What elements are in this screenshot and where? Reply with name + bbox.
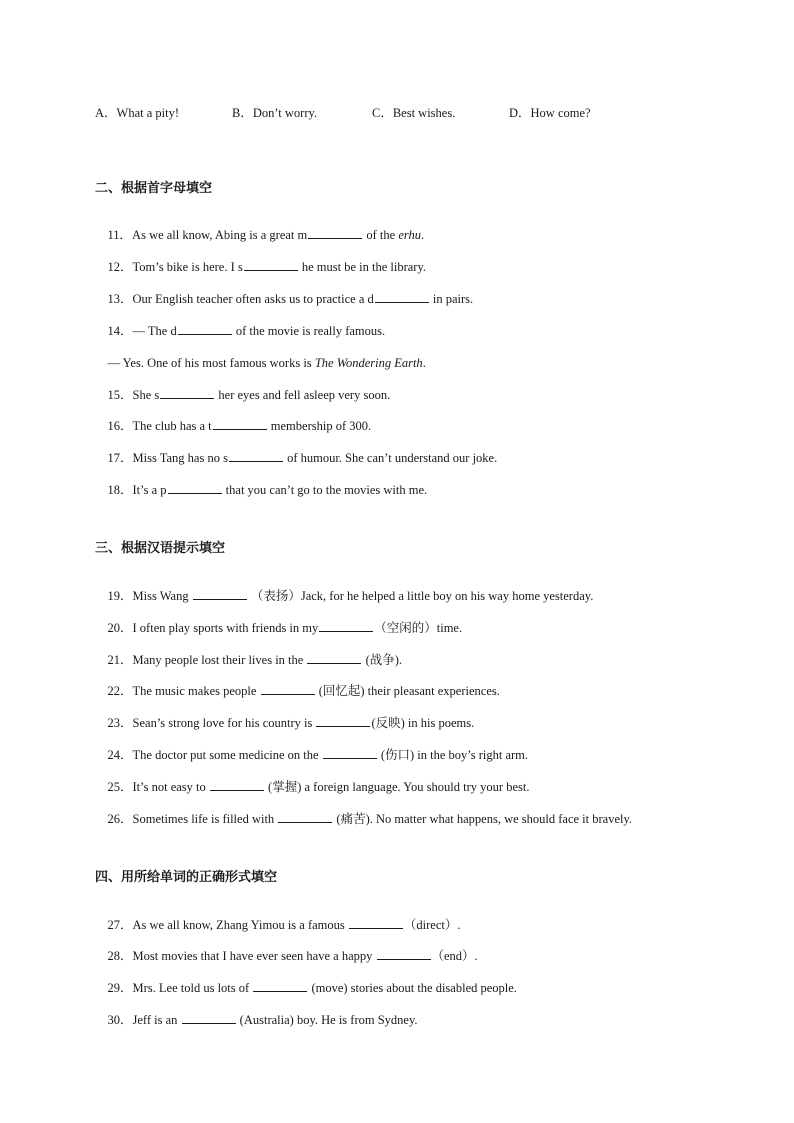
question-text: I often play sports with friends in my: [132, 621, 319, 635]
question-text: of humour. She can’t understand our joke.: [283, 451, 498, 465]
question-number: 27．: [107, 918, 133, 932]
answer-blank[interactable]: [253, 979, 307, 992]
answer-blank[interactable]: [244, 258, 298, 271]
section-title-chinese-hint: 三、根据汉语提示填空: [95, 541, 226, 556]
question-text: Tom’s bike is here. I s: [132, 260, 243, 274]
question-number: 12．: [107, 260, 133, 274]
question-number: 30．: [107, 1013, 133, 1027]
question-number: 22．: [107, 684, 133, 698]
question-text: It’s not easy to: [132, 780, 209, 794]
question-text: (Australia) boy. He is from Sydney.: [236, 1013, 418, 1027]
question-text: (伤口) in the boy’s right arm.: [377, 748, 529, 762]
answer-blank[interactable]: [323, 746, 377, 759]
question-number: 15．: [107, 388, 133, 402]
answer-blank[interactable]: [229, 449, 283, 462]
question-number: 24．: [107, 748, 133, 762]
question-text: Miss Wang: [132, 589, 192, 603]
answer-blank[interactable]: [377, 947, 431, 960]
answer-blank[interactable]: [261, 682, 315, 695]
answer-options: [95, 103, 715, 121]
question-text: — The d: [132, 324, 177, 338]
question-text: （direct）.: [403, 918, 461, 932]
answer-blank[interactable]: [307, 651, 361, 664]
question-text: Miss Tang has no s: [132, 451, 228, 465]
question-text: （空闲的）time.: [374, 621, 463, 635]
question-number: 26．: [107, 812, 133, 826]
option-b: B．Don’t worry.: [232, 106, 318, 120]
question-number: 11．: [107, 228, 133, 242]
question-text: It’s a p: [132, 483, 167, 497]
question-text: her eyes and fell asleep very soon.: [215, 388, 391, 402]
question-text: membership of 300.: [267, 419, 372, 433]
answer-blank[interactable]: [210, 778, 264, 791]
answer-blank[interactable]: [308, 226, 362, 239]
answer-blank[interactable]: [278, 810, 332, 823]
question-text: Sometimes life is filled with: [132, 812, 278, 826]
question-text: (反映) in his poems.: [371, 716, 475, 730]
question-number: 13．: [107, 292, 133, 306]
question-text: Most movies that I have ever seen have a happy: [132, 949, 376, 963]
question-text: he must be in the library.: [298, 260, 427, 274]
question-18: [95, 463, 427, 517]
question-text: — Yes. One of his most famous works is: [107, 356, 315, 370]
question-text: （end）.: [431, 949, 478, 963]
answer-blank[interactable]: [213, 417, 267, 430]
question-text: (掌握) a foreign language. You should try your best.: [264, 780, 530, 794]
question-text: (回忆起) their pleasant experiences.: [315, 684, 500, 698]
answer-blank[interactable]: [349, 916, 403, 929]
question-number: 23．: [107, 716, 133, 730]
answer-blank[interactable]: [182, 1011, 236, 1024]
question-number: 16．: [107, 419, 133, 433]
question-text: She s: [132, 388, 160, 402]
question-text: in pairs.: [429, 292, 474, 306]
option-c: C．Best wishes.: [372, 106, 456, 120]
option-d: D．How come?: [509, 106, 591, 120]
italic-term: erhu: [398, 228, 421, 242]
answer-blank[interactable]: [316, 714, 370, 727]
question-text: (move) stories about the disabled people.: [308, 981, 517, 995]
question-text: The club has a t: [132, 419, 212, 433]
question-text: (痛苦). No matter what happens, we should face it bravely.: [333, 812, 633, 826]
question-number: 25．: [107, 780, 133, 794]
question-text: of the movie is really famous.: [232, 324, 386, 338]
answer-blank[interactable]: [168, 481, 222, 494]
question-text: The music makes people: [132, 684, 260, 698]
question-number: 19．: [107, 589, 133, 603]
question-text: Our English teacher often asks us to practice a d: [132, 292, 374, 306]
answer-blank[interactable]: [178, 322, 232, 335]
question-number: 29．: [107, 981, 133, 995]
question-text: Sean’s strong love for his country is: [132, 716, 316, 730]
question-text: Jeff is an: [132, 1013, 181, 1027]
question-number: 20．: [107, 621, 133, 635]
answer-blank[interactable]: [319, 619, 373, 632]
question-number: 18．: [107, 483, 133, 497]
answer-blank[interactable]: [375, 290, 429, 303]
question-text: .: [421, 228, 425, 242]
question-text: Mrs. Lee told us lots of: [132, 981, 253, 995]
question-26: [95, 792, 632, 846]
section-title-initial-letter: 二、根据首字母填空: [95, 181, 213, 196]
question-number: 14．: [107, 324, 133, 338]
question-text: As we all know, Zhang Yimou is a famous: [132, 918, 348, 932]
question-text: (战争).: [362, 653, 403, 667]
question-number: 17．: [107, 451, 133, 465]
answer-blank[interactable]: [160, 386, 214, 399]
answer-blank[interactable]: [193, 587, 247, 600]
question-text: .: [422, 356, 426, 370]
question-text: of the: [363, 228, 399, 242]
question-number: 21．: [107, 653, 133, 667]
question-text: The doctor put some medicine on the: [132, 748, 322, 762]
italic-title: The Wondering Earth: [314, 356, 423, 370]
question-text: that you can’t go to the movies with me.: [222, 483, 428, 497]
question-number: 28．: [107, 949, 133, 963]
question-30: [95, 993, 418, 1047]
question-text: （表扬）Jack, for he helped a little boy on his way home yesterday.: [247, 589, 594, 603]
section-title-word-form: 四、用所给单词的正确形式填空: [95, 870, 278, 885]
question-text: Many people lost their lives in the: [132, 653, 307, 667]
option-a: A．What a pity!: [95, 106, 180, 120]
question-text: As we all know, Abing is a great m: [132, 228, 308, 242]
